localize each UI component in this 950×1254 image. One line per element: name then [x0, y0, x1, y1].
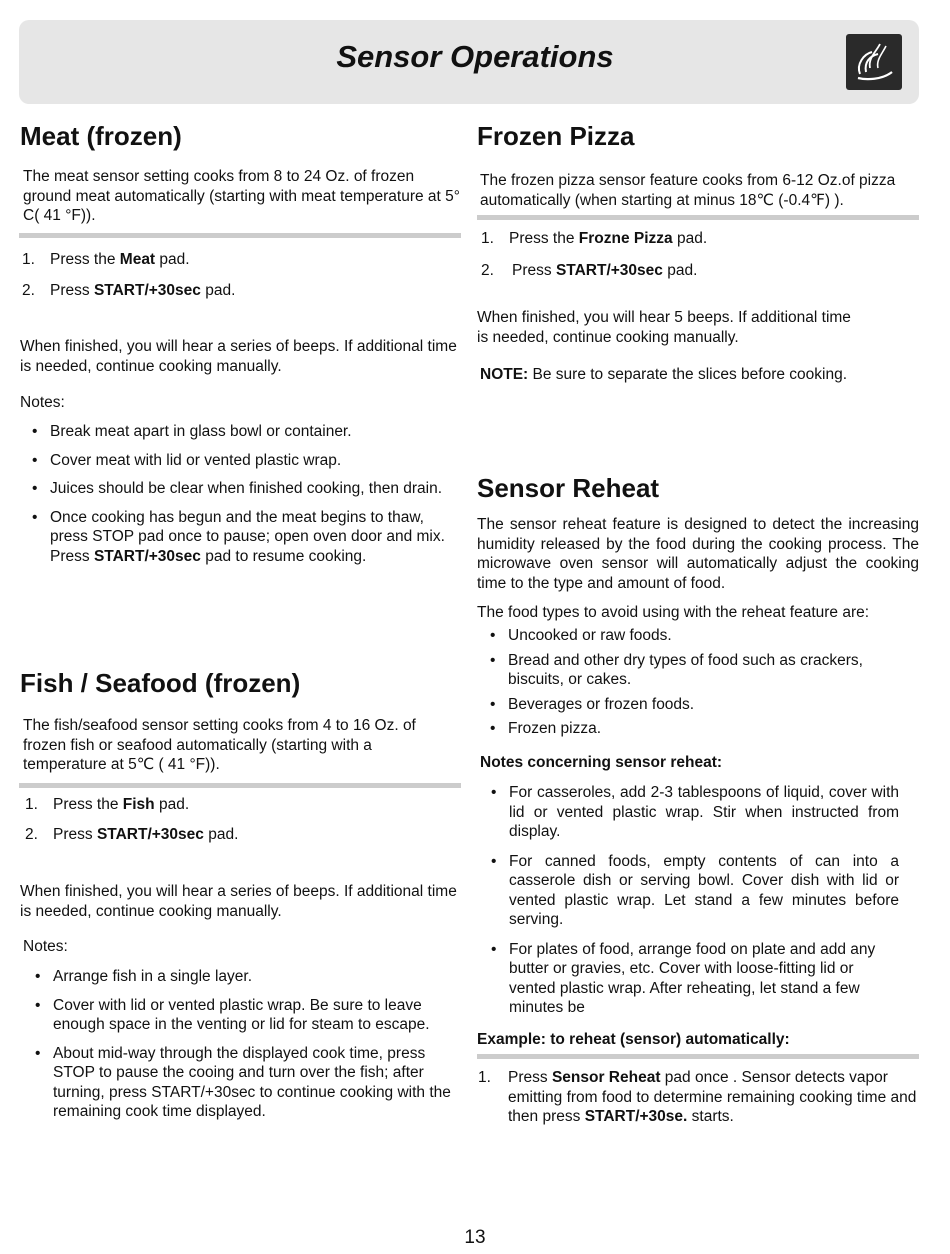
reheat-example-divider — [477, 1054, 919, 1059]
fish-finished-text: When finished, you will hear a series of beeps. If additional time is needed, continue cooking manually. — [20, 883, 457, 920]
meat-step-1: 1. Press the Meat pad. — [22, 251, 190, 268]
reheat-avoid-list — [478, 626, 908, 739]
meat-finished-text: When finished, you will hear a series of beeps. If additional time is needed, continue cooking manually. — [20, 338, 457, 375]
meat-divider — [19, 233, 461, 238]
list-item: • Arrange fish in a single layer. — [23, 967, 463, 987]
reheat-notes-heading: Notes concerning sensor reheat: — [480, 754, 723, 771]
fish-divider — [19, 783, 461, 788]
list-item: • Break meat apart in glass bowl or container. — [20, 422, 460, 442]
list-item: • About mid-way through the displayed cook time, press STOP to pause the cooing and turn over the fish; after turning, press START/+30sec to continue cooking with the remaining cook time displayed. — [23, 1044, 463, 1122]
reheat-example-steps — [478, 1068, 920, 1127]
list-item: • Beverages or frozen foods. — [478, 695, 908, 715]
meat-heading: Meat (frozen) — [20, 121, 182, 151]
list-item: • For plates of food, arrange food on plate and add any butter or gravies, etc. Cover with loose-fitting lid or vented plastic wrap. After reheating, let stand a few minutes be — [479, 940, 899, 1018]
meat-step-2: 2. Press START/+30sec pad. — [22, 282, 236, 299]
fish-notes-list — [23, 967, 463, 1122]
pizza-divider — [477, 215, 919, 220]
list-item: • For canned foods, empty contents of can into a casserole dish or serving bowl. Cover dish with lid or vented plastic wrap. Let stand a few minutes before serving. — [479, 852, 899, 930]
list-item: 1. Press Sensor Reheat pad once . Sensor detects vapor emitting from food to determine remaining cooking time and then press START/+30se. starts. — [478, 1069, 917, 1125]
meat-notes-list — [20, 422, 460, 566]
pizza-finished-text: When finished, you will hear 5 beeps. If additional time is needed, continue cooking manually. — [477, 309, 851, 346]
list-item: • Once cooking has begun and the meat begins to thaw, press STOP pad once to pause; open oven door and mix. Press START/+30sec pad to resume cooking. — [20, 508, 460, 567]
pizza-heading: Frozen Pizza — [477, 121, 635, 151]
fish-intro: The fish/seafood sensor setting cooks from 4 to 16 Oz. of frozen fish or seafood automatically (starting with a temperature at 5℃ ( 41 °F)). — [23, 717, 416, 773]
fish-step-1: 1. Press the Fish pad. — [25, 796, 190, 813]
sensor-wave-icon — [846, 34, 902, 90]
pizza-note: NOTE: Be sure to separate the slices before cooking. — [480, 366, 848, 383]
list-item: • Cover with lid or vented plastic wrap. Be sure to leave enough space in the venting or lid for steam to escape. — [23, 996, 463, 1035]
reheat-heading: Sensor Reheat — [477, 473, 660, 503]
list-item: • Cover meat with lid or vented plastic wrap. — [20, 451, 460, 471]
page-title: Sensor Operations — [336, 39, 614, 74]
page-number: 13 — [464, 1227, 486, 1248]
list-item: • Uncooked or raw foods. — [478, 626, 908, 646]
fish-step-2: 2. Press START/+30sec pad. — [25, 826, 239, 843]
reheat-intro: The sensor reheat feature is designed to detect the increasing humidity released by the food during the cooking process. The microwave oven sensor will automatically adjust the cooking time to the type and amount of food. — [477, 516, 919, 592]
reheat-notes-list — [479, 783, 899, 1018]
list-item: • Juices should be clear when finished cooking, then drain. — [20, 479, 460, 499]
fish-notes-label: Notes: — [23, 938, 68, 955]
meat-notes-label: Notes: — [20, 394, 65, 411]
reheat-avoid-label: The food types to avoid using with the reheat feature are: — [477, 604, 870, 621]
pizza-step-2: 2. Press START/+30sec pad. — [481, 262, 698, 279]
pizza-step-1: 1. Press the Frozne Pizza pad. — [481, 230, 708, 247]
list-item: • Frozen pizza. — [478, 719, 908, 739]
list-item: • For casseroles, add 2-3 tablespoons of liquid, cover with lid or vented plastic wrap. Stir when instructed from display. — [479, 783, 899, 842]
list-item: • Bread and other dry types of food such as crackers, biscuits, or cakes. — [478, 651, 908, 690]
fish-heading: Fish / Seafood (frozen) — [20, 668, 301, 698]
meat-intro: The meat sensor setting cooks from 8 to 24 Oz. of frozen ground meat automatically (starting with meat temperature at 5° C( 41 °F)). — [23, 168, 460, 224]
reheat-example-heading: Example: to reheat (sensor) automatically: — [477, 1031, 790, 1048]
pizza-intro: The frozen pizza sensor feature cooks from 6-12 Oz.of pizza automatically (when starting at minus 18℃ (-0.4℉) ). — [480, 172, 896, 209]
